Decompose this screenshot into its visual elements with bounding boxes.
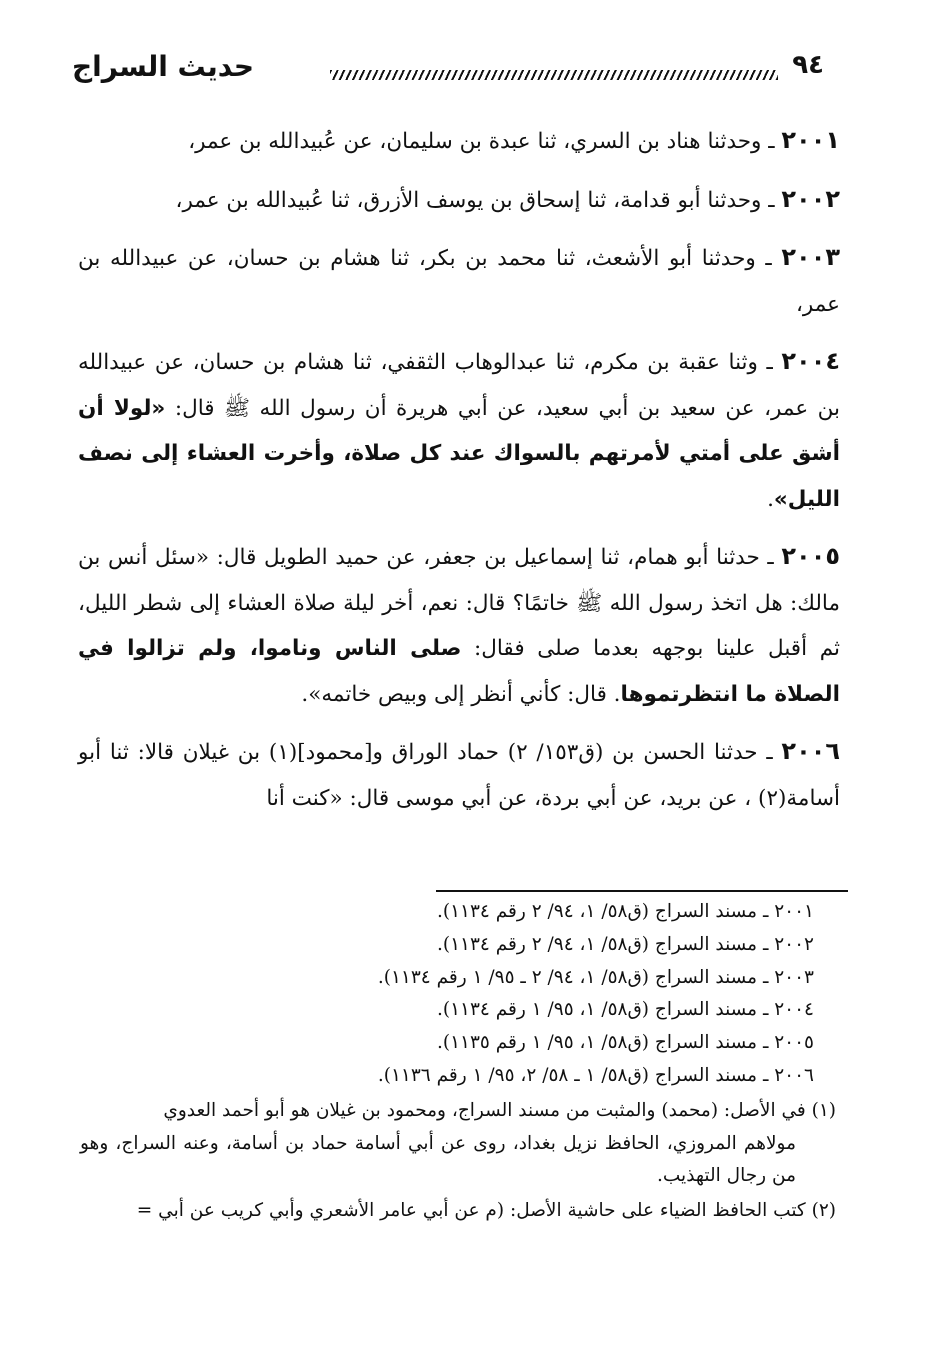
source-reference: ٢٠٠٤ ـ مسند السراج (ق٥٨/ ١، ٩٥/ ١ رقم ١١٣٤).: [437, 999, 814, 1021]
hadith-text: ـ حدثنا الحسن بن (ق١٥٣/ ٢) حماد الوراق و[محمود](١) بن غيلان قالا: ثنا أبو أسامة(٢) ، عن بريد، عن أبي بردة، عن أبي موسى قال: «كنت أنا: [78, 740, 840, 811]
hadith-matn: صلى الناس وناموا، ولم تزالوا في الصلاة ما انتظرتموها: [78, 636, 840, 707]
source-reference: ٢٠٠٦ ـ مسند السراج (ق٥٨/ ١ ـ ٥٨/ ٢، ٩٥/ ١ رقم ١١٣٦).: [377, 1064, 814, 1086]
hadith-2005: [78, 534, 840, 717]
hadith-tail: .: [767, 486, 774, 512]
hadith-2002: [78, 177, 840, 224]
hadith-number: ٢٠٠٥: [781, 542, 840, 570]
source-reference: ٢٠٠٥ ـ مسند السراج (ق٥٨/ ١، ٩٥/ ١ رقم ١١٣٥).: [437, 1032, 814, 1054]
hadith-number: ٢٠٠٦: [781, 737, 841, 765]
footnote-continuation: مولاهم المروزي، الحافظ نزيل بغداد، روى عن أبي أسامة حماد بن أسامة، وعنه السراج، وهو من رجال التهذيب.: [80, 1132, 796, 1187]
hadith-text: ـ وحدثنا أبو الأشعث، ثنا محمد بن بكر، ثنا هشام بن حسان، عن عبيدالله بن عمر،: [78, 246, 840, 317]
hadith-2003: [78, 235, 840, 327]
footnote-text: كتب الحافظ الضياء على حاشية الأصل: (م عن أبي عامر الأشعري وأبي كريب عن أبي =: [136, 1200, 806, 1222]
hadith-2001: [78, 118, 840, 165]
footnotes: [80, 896, 836, 1228]
source-reference: ٢٠٠١ ـ مسند السراج (ق٥٨/ ١، ٩٤/ ٢ رقم ١١٣٤).: [437, 901, 814, 922]
footnote-1: [80, 1095, 836, 1193]
hadith-tail: . قال: كأني أنظر إلى وبيص خاتمه».: [301, 681, 621, 707]
source-reference: ٢٠٠٣ ـ مسند السراج (ق٥٨/ ١، ٩٤/ ٢ ـ ٩٥/ ١ رقم ١١٣٤).: [377, 966, 814, 988]
main-text: [78, 118, 840, 833]
hadith-number: ٢٠٠٣: [781, 243, 840, 271]
hadith-text: ـ حدثنا أبو همام، ثنا إسماعيل بن جعفر، عن حميد الطويل قال: «سئل أنس بن مالك: هل اتخذ رسول الله ﷺ خاتمًا؟ قال: نعم، أخر ليلة صلاة العشاء إلى شطر الليل، ثم أقبل علينا بوجهه بعدما صلى فقال:: [78, 545, 840, 661]
hadith-text: ـ وحدثنا أبو قدامة، ثنا إسحاق بن يوسف الأزرق، ثنا عُبيدالله بن عمر،: [175, 187, 775, 213]
running-header: [72, 50, 844, 94]
hadith-2006: [78, 729, 840, 821]
source-reference: ٢٠٠٢ ـ مسند السراج (ق٥٨/ ١، ٩٤/ ٢ رقم ١١٣٤).: [437, 933, 814, 955]
hadith-number: ٢٠٠١: [781, 126, 840, 154]
book-title: حديث السراج: [72, 50, 255, 83]
hadith-matn: «لولا أن أشق على أمتي لأمرتهم بالسواك عند كل صلاة، وأخرت العشاء إلى نصف الليل»: [78, 395, 840, 512]
hadith-text: ـ وثنا عقبة بن مكرم، ثنا عبدالوهاب الثقفي، ثنا هشام بن حسان، عن عبيدالله بن عمر، عن سعيد بن أبي سعيد، عن أبي هريرة أن رسول الله ﷺ قال:: [78, 350, 841, 421]
hadith-2004: [78, 339, 840, 522]
header-ornament-rule: [330, 70, 778, 80]
footnote-separator: [436, 890, 848, 892]
footnote-marker: (٢): [811, 1200, 836, 1222]
hadith-text: ـ وحدثنا هناد بن السري، ثنا عبدة بن سليمان، عن عُبيدالله بن عمر،: [188, 129, 775, 154]
hadith-number: ٢٠٠٤: [781, 347, 840, 375]
footnote-2: [80, 1195, 836, 1228]
page-number: ٩٤: [792, 50, 824, 80]
footnote-marker: (١): [811, 1099, 836, 1121]
hadith-number: ٢٠٠٢: [781, 184, 840, 213]
footnote-text: في الأصل: (محمد) والمثبت من مسند السراج، ومحمود بن غيلان هو أبو أحمد العدوي: [163, 1099, 806, 1121]
